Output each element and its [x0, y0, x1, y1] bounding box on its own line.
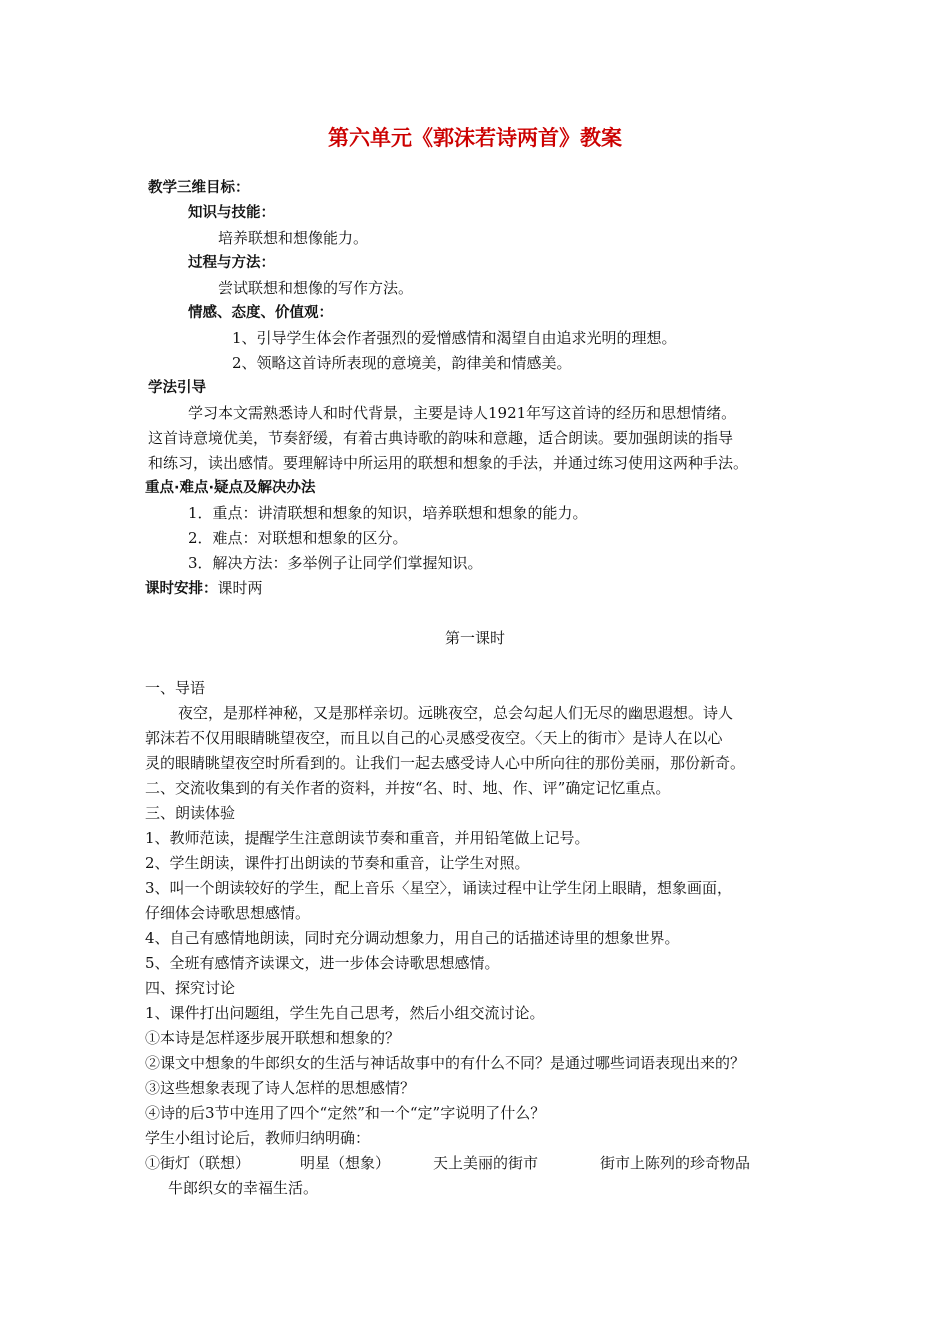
intro-line: 夜空，是那样神秘，又是那样亲切。远眺夜空，总会勾起人们无尽的幽思遐想。诗人	[178, 704, 734, 722]
emotion-item: 2、领略这首诗所表现的意境美，韵律美和情感美。	[232, 354, 572, 372]
section-heading: 四、探究讨论	[145, 979, 236, 997]
reading-step: 5、全班有感情齐读课文，进一步体会诗歌思想感情。	[145, 954, 500, 972]
discussion-line: 1、课件打出问题组，学生先自己思考，然后小组交流讨论。	[145, 1004, 545, 1022]
method-line: 学习本文需熟悉诗人和时代背景，主要是诗人1921年写这首诗的经历和思想情绪。	[188, 404, 737, 422]
schedule	[145, 578, 263, 599]
answer-cell: 明星（想象）	[300, 1154, 391, 1172]
reading-step: 1、教师范读，提醒学生注意朗读节奏和重音，并用铅笔做上记号。	[145, 829, 590, 847]
answer-cell: ①街灯（联想）	[145, 1154, 251, 1172]
emotion-item: 1、引导学生体会作者强烈的爱憎感情和渴望自由追求光明的理想。	[232, 329, 677, 347]
schedule-label: 课时安排：	[145, 581, 218, 597]
answer-line: 牛郎织女的幸福生活。	[168, 1179, 319, 1197]
reading-step: 2、学生朗读，课件打出朗读的节奏和重音，让学生对照。	[145, 854, 530, 872]
discussion-line: 学生小组讨论后，教师归纳明确：	[145, 1129, 371, 1147]
method-heading: 学法引导	[148, 380, 206, 396]
section-heading: 三、朗读体验	[145, 804, 236, 822]
document-title: 第六单元《郭沫若诗两首》教案	[328, 126, 622, 150]
section-heading: 一、导语	[145, 679, 206, 697]
keypoint-item: 3．解决方法：多举例子让同学们掌握知识。	[188, 554, 483, 572]
process-text: 尝试联想和想像的写作方法。	[218, 279, 414, 297]
intro-line: 郭沫若不仅用眼睛眺望夜空，而且以自己的心灵感受夜空。〈天上的街市〉是诗人在以心	[145, 729, 723, 747]
lesson-heading: 第一课时	[444, 629, 505, 647]
keypoint-item: 1．重点：讲清联想和想象的知识，培养联想和想象的能力。	[188, 504, 588, 522]
reading-step: 3、叫一个朗读较好的学生，配上音乐〈星空〉，诵读过程中让学生闭上眼睛，想象画面，	[145, 879, 733, 897]
schedule-value: 课时两	[217, 579, 263, 597]
reading-step: 仔细体会诗歌思想感情。	[145, 904, 311, 922]
method-line: 这首诗意境优美，节奏舒缓，有着古典诗歌的韵味和意趣，适合朗读。要加强朗读的指导	[148, 429, 734, 447]
discussion-question: ②课文中想象的牛郎织女的生活与神话故事中的有什么不同？是通过哪些词语表现出来的？	[145, 1054, 746, 1072]
answer-cell: 街市上陈列的珍奇物品	[600, 1154, 751, 1172]
keypoint-item: 2．难点：对联想和想象的区分。	[188, 529, 408, 547]
method-line: 和练习，读出感情。要理解诗中所运用的联想和想象的手法，并通过练习使用这两种手法。	[148, 454, 749, 472]
keypoints-heading: 重点·难点·疑点及解决办法	[145, 480, 316, 496]
process-heading: 过程与方法：	[188, 255, 275, 271]
answer-cell: 天上美丽的街市	[433, 1154, 539, 1172]
discussion-question: ①本诗是怎样逐步展开联想和想象的？	[145, 1029, 401, 1047]
knowledge-text: 培养联想和想像能力。	[218, 229, 369, 247]
emotion-heading: 情感、态度、价值观：	[188, 305, 333, 321]
reading-step: 4、自己有感情地朗读，同时充分调动想象力，用自己的话描述诗里的想象世界。	[145, 929, 680, 947]
intro-line: 灵的眼睛眺望夜空时所看到的。让我们一起去感受诗人心中所向往的那份美丽，那份新奇。	[145, 754, 746, 772]
goals-heading: 教学三维目标：	[148, 180, 250, 196]
section-heading: 二、交流收集到的有关作者的资料，并按“名、时、地、作、评”确定记忆重点。	[145, 779, 671, 797]
discussion-question: ④诗的后3节中连用了四个“定然”和一个“定”字说明了什么？	[145, 1104, 546, 1122]
knowledge-heading: 知识与技能：	[188, 205, 275, 221]
discussion-question: ③这些想象表现了诗人怎样的思想感情？	[145, 1079, 416, 1097]
